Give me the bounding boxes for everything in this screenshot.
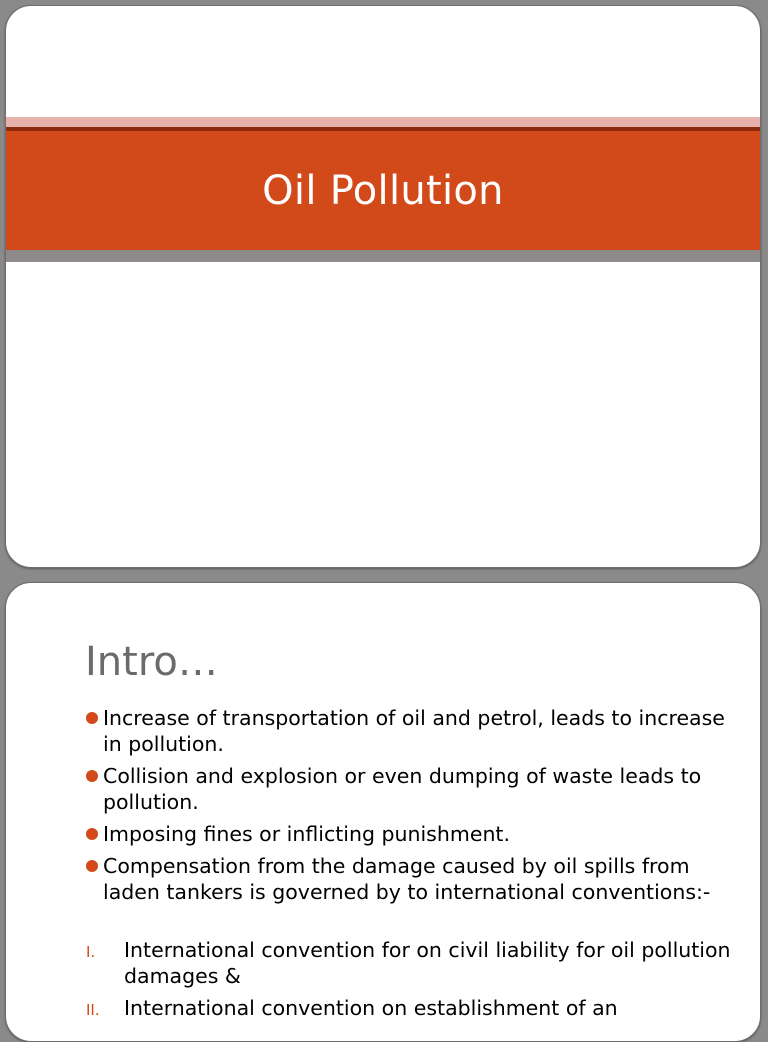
numbered-text: International convention for on civil liability for oil pollution damages & [124, 938, 731, 988]
numbered-item [85, 937, 745, 989]
numbered-list [85, 937, 745, 1027]
bullet-item [85, 763, 745, 815]
slide-title: Oil Pollution [262, 167, 504, 214]
bullet-text: Increase of transportation of oil and petrol, leads to increase in pollution. [103, 706, 725, 756]
bullet-item [85, 705, 745, 757]
bullet-text: Imposing fines or inflicting punishment. [103, 822, 510, 846]
bullet-list [85, 705, 745, 911]
title-band-shadow [6, 250, 760, 262]
bullet-text: Compensation from the damage caused by oil spills from laden tankers is governed by to international conventions:- [103, 854, 711, 904]
bullet-dot-icon [86, 712, 98, 724]
numbered-text: International convention on establishment of an [124, 996, 618, 1020]
title-band-highlight [6, 117, 760, 127]
slide-heading: Intro… [85, 639, 218, 685]
bullet-item [85, 821, 745, 847]
roman-numeral: II. [86, 1001, 100, 1019]
roman-numeral: I. [86, 943, 96, 961]
bullet-dot-icon [86, 770, 98, 782]
bullet-dot-icon [86, 828, 98, 840]
intro-slide[interactable] [5, 582, 761, 1042]
bullet-item [85, 853, 745, 905]
bullet-dot-icon [86, 860, 98, 872]
numbered-item [85, 995, 745, 1021]
bullet-text: Collision and explosion or even dumping of waste leads to pollution. [103, 764, 702, 814]
title-slide[interactable] [5, 5, 761, 568]
